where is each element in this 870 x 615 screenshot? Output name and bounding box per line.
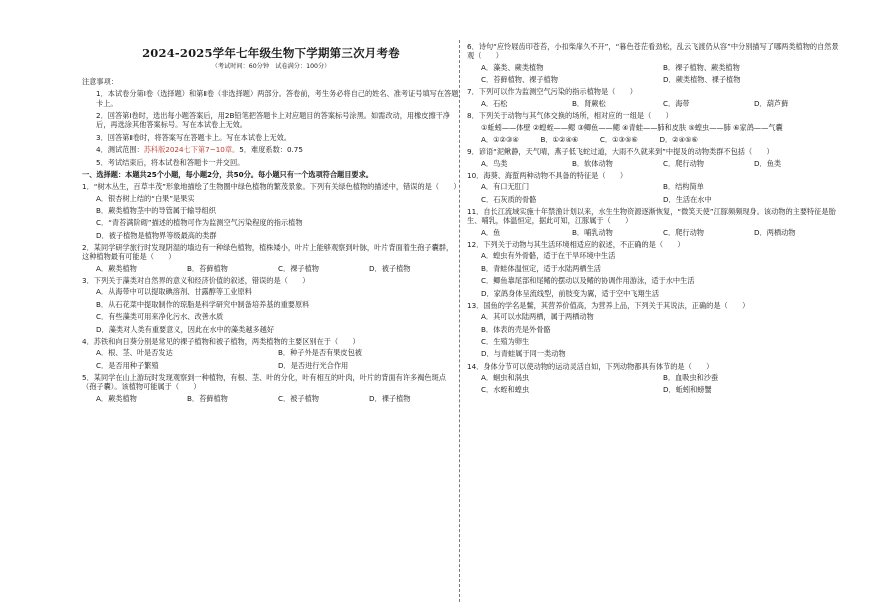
question-option: B．肾蕨松 xyxy=(572,98,606,108)
question-option: D．蕨类植物、裸子植物 xyxy=(663,75,741,85)
question-option: B．青蛙体温恒定，适于水陆两栖生活 xyxy=(481,263,601,273)
question-option: D．裸子植物 xyxy=(369,393,411,403)
note-4-range: 苏科版2024七下第7~10章。 xyxy=(143,145,240,155)
question-option: D．鱼类 xyxy=(754,158,782,168)
question-stem: 14．身体分节可以使动物的运动灵活自如，下列动物都具有体节的是（ ） xyxy=(467,361,714,371)
question-option: B．软体动物 xyxy=(572,158,613,168)
question-stem: 8．下列关于动物与其气体交换的场所，相对应的一组是（ ） xyxy=(467,111,673,121)
question-stem: 6．诗句“应怜屐齿印苍苔，小扣柴扉久不开”，“暮色苍茫看劲松，乱云飞渡仍从容”中分别描写了哪两类植物的自然景观（ ） xyxy=(467,42,839,61)
question-option: C．被子植物 xyxy=(278,393,319,403)
right-questions xyxy=(467,42,845,395)
question-option: A．其可以水陆两栖，属于两栖动物 xyxy=(481,312,594,322)
note-4-suffix: 5．难度系数：0.75 xyxy=(239,145,303,155)
question-option: A．藻类、蕨类植物 xyxy=(481,62,544,72)
question-option: A．鱼 xyxy=(481,227,501,237)
note-3: 3．回答第Ⅱ卷时，将答案写在答题卡上。写在本试卷上无效。 xyxy=(96,132,291,142)
note-5: 5．考试结束后，将本试卷和答题卡一并交回。 xyxy=(96,157,245,167)
column-divider xyxy=(459,40,460,602)
option-row xyxy=(82,394,460,403)
question-option: A．鸟类 xyxy=(481,158,508,168)
question-option: C．裸子植物 xyxy=(278,263,319,273)
question-option: D．是否进行光合作用 xyxy=(278,360,349,370)
question-option: A．蛔虫和涡虫 xyxy=(481,373,530,383)
option-row xyxy=(467,195,845,204)
question-option: D．与青蛙属于同一类动物 xyxy=(481,349,566,359)
question-option: D．蚯蚓和螃蟹 xyxy=(663,385,712,395)
question-option: A．根、茎、叶是否发达 xyxy=(96,348,173,358)
note-1: 1．本试卷分第Ⅰ卷（选择题）和第Ⅱ卷（非选择题）两部分。答卷前，考生务必将自己的姓名、准考证号填写在答题卡上。 xyxy=(96,89,459,108)
question-option: B．苔藓植物 xyxy=(187,263,228,273)
question-option: C．苔藓植物、裸子植物 xyxy=(481,75,558,85)
question-stem: 3．下列关于藻类对自然界的意义和经济价值的叙述，错误的是（ ） xyxy=(82,276,310,286)
question-stem: 4．苏铁和向日葵分别是常见的裸子植物和被子植物，两类植物的主要区别在于（ ） xyxy=(82,336,360,346)
option-row xyxy=(467,159,845,168)
question-stem: 2．某同学研学旅行时发现阴湿的墙边有一种绿色植物，植株矮小，叶片上能够观察到叶脉，叶片背面着生孢子囊群，这种植物最有可能是（ ） xyxy=(82,243,454,262)
left-questions xyxy=(82,182,460,403)
question-option: C．爬行动物 xyxy=(663,158,704,168)
exam-subtitle: （考试时间：60分钟 试卷满分：100分） xyxy=(211,62,331,70)
question-option: A．蝗虫有外骨骼，适于在干旱环境中生活 xyxy=(481,251,616,261)
question-stem: 7．下列可以作为监测空气污染的指示植物是（ ） xyxy=(467,87,637,97)
question-stem: 9．谚语“泥鳅静，天气晴，燕子低飞蛇过道，大雨不久就来到”中提及的动物类群不包括（ ） xyxy=(467,147,774,157)
left-column xyxy=(82,40,460,406)
question-stem: 12．下列关于动物与其生活环境相适应的叙述，不正确的是（ ） xyxy=(467,240,685,250)
option-row xyxy=(467,385,845,394)
question-option: B．蕨类植物茎中的导管属于输导组织 xyxy=(96,205,216,215)
note-4-prefix: 4．测试范围： xyxy=(96,145,144,155)
question-option: D．藻类对人类有重要意义，因此在水中的藻类越多越好 xyxy=(96,324,275,334)
question-option: B．种子外是否有果皮包被 xyxy=(278,348,362,358)
question-option: B．体表的壳是外骨骼 xyxy=(481,324,551,334)
question-option: C．生殖为卵生 xyxy=(481,336,530,346)
question-option: C．水蛭和蝗虫 xyxy=(481,385,530,395)
question-option: D．被子植物是植物界等级最高的类群 xyxy=(96,230,217,240)
question-option: B．血吸虫和沙蚕 xyxy=(663,373,719,383)
question-option: C．海带 xyxy=(663,98,690,108)
option-row xyxy=(82,361,460,370)
question-option: D．葫芦藓 xyxy=(754,98,789,108)
question-option: C．有些藻类可用来净化污水、改善水质 xyxy=(96,312,224,322)
question-option: B．哺乳动物 xyxy=(572,227,613,237)
question-option: B．苔藓植物 xyxy=(187,393,228,403)
notes-heading: 注意事项： xyxy=(82,77,118,86)
option-row xyxy=(467,99,845,108)
question-stem: 10．海葵、海蜇两种动物不具备的特征是（ ） xyxy=(467,170,628,180)
option-row xyxy=(82,264,460,273)
question-option: C．“青苔满阶砌”描述的植物可作为监测空气污染程度的指示植物 xyxy=(96,218,303,228)
question-option: C．鲫鱼靠尾部和尾鳍的摆动以及鳍的协调作用游泳，适于水中生活 xyxy=(481,276,695,286)
question-option: C．石灰质的骨骼 xyxy=(481,194,537,204)
note-2: 2．回答第Ⅰ卷时，选出每小题答案后，用2B铅笔把答题卡上对应题目的答案标号涂黑。如需改动，用橡皮擦干净后，再选涂其他答案标号。写在本试卷上无效。 xyxy=(96,111,451,130)
question-option: B．裸子植物、蕨类植物 xyxy=(663,62,740,72)
option-row xyxy=(467,75,845,84)
question-option: D．两栖动物 xyxy=(754,227,796,237)
question-option: D．生活在水中 xyxy=(663,194,712,204)
option-row xyxy=(467,228,845,237)
right-column xyxy=(467,42,845,398)
question-option: A．石松 xyxy=(481,98,508,108)
question-option: A．蕨类植物 xyxy=(96,393,137,403)
section-heading: 一、选择题：本题共25个小题，每小题2分，共50分。每小题只有一个选项符合题目要求。 xyxy=(82,169,373,179)
question-option: D．被子植物 xyxy=(369,263,411,273)
question-stem: 5．某同学在山上游玩时发现观察到一种植物，有根、茎、叶的分化，叶有相互的叶肉，叶片的背面有许多褐色斑点（孢子囊）。该植物可能属于（ ） xyxy=(82,372,446,392)
option-row xyxy=(82,348,460,357)
option-row xyxy=(467,63,845,72)
question-option: D．家鸽身体呈流线型，前肢变为翼，适于空中飞翔生活 xyxy=(481,288,660,298)
question-stem: 1．“树木丛生，百草丰茂”形象地描绘了生物圈中绿色植物的繁茂景象。下列有关绿色植物的描述中，错误的是（ ） xyxy=(82,182,461,192)
question-option: B．结构简单 xyxy=(663,182,704,192)
question-option: A．①②③④ B．①②④⑥ C．①③⑤⑥ D．②④⑤⑥ xyxy=(481,134,698,144)
question-option: B．从石花菜中提取制作的琼脂是科学研究中制备培养基的重要原料 xyxy=(96,299,310,309)
question-option: C．爬行动物 xyxy=(663,227,704,237)
exam-title: 2024-2025学年七年级生物下学期第三次月考卷 xyxy=(142,46,400,60)
question-option: ①蚯蚓——体壁 ②蝗蛭——鳃 ③鲫鱼——鳃 ④青蛙——肺和皮肤 ⑤蝗虫——肺 ⑥家鸽——气囊 xyxy=(481,122,783,132)
question-option: C．是否用种子繁殖 xyxy=(96,360,159,370)
question-stem: 13．国鱼的学名是鳖，其营养价值高，为营养上品，下列关于其说法，正确的是（ ） xyxy=(467,300,750,310)
question-option: A．从海带中可以提取碘溶剂、甘露醇等工业原料 xyxy=(96,287,252,297)
question-option: A．蕨类植物 xyxy=(96,263,137,273)
question-option: A．银杏树上结的“白果”是果实 xyxy=(96,193,195,203)
option-row xyxy=(467,182,845,191)
option-row xyxy=(467,373,845,382)
question-stem: 11．自长江流域实施十年禁渔计划以来，水生生物资源逐渐恢复，“微笑天使”江豚频频现身。该动物的主要特征是胎生、哺乳，体温恒定，据此可知，江豚属于（ ） xyxy=(467,207,836,226)
question-option: A．有口无肛门 xyxy=(481,182,530,192)
note-4 xyxy=(82,145,460,154)
